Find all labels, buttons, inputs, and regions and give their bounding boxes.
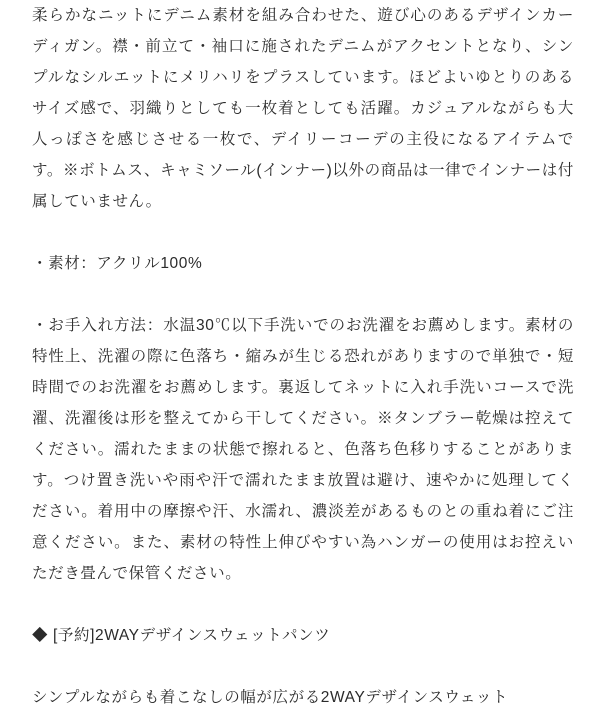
heading-next-product: ◆ [予約]2WAYデザインスウェットパンツ [32,627,331,644]
paragraph-spacer-4 [32,651,574,682]
paragraph-material: ・素材：アクリル100% [32,255,203,272]
paragraph-next-product-description: シンプルながらも着こなしの幅が広がる2WAYデザインスウェット [32,689,509,706]
paragraph-spacer-2 [32,279,574,310]
paragraph-spacer-3 [32,589,574,620]
paragraph-spacer-1 [32,217,574,248]
paragraph-care-instructions: ・お手入れ方法：水温30℃以下手洗いでのお洗濯をお薦めします。素材の特性上、洗濯の際に色落ち・縮みが生じる恐れがありますので単独で・短時間でのお洗濯をお薦めします。裏返してネットに入れ手洗いコースで洗濯、洗濯後は形を整えてから干してください。※タンブラー乾燥は控えてください。濡れたままの状態で擦れると、色落ち色移りすることがあります。つけ置き洗いや雨や汗で濡れたまま放置は避け、速やかに処理してください。着用中の摩擦や汗、水濡れ、濃淡差があるものとの重ね着にご注意ください。また、素材の特性上伸びやすい為ハンガーの使用はお控えいただき畳んで保管ください。 [32,317,574,582]
paragraph-product-description: 柔らかなニットにデニム素材を組み合わせた、遊び心のあるデザインカーディガン。襟・前立て・袖口に施されたデニムがアクセントとなり、シンプルなシルエットにメリハリをプラスしています。ほどよいゆとりのあるサイズ感で、羽織りとしても一枚着としても活躍。カジュアルながらも大人っぽさを感じさせる一枚で、デイリーコーデの主役になるアイテムです。※ボトムス、キャミソール(インナー)以外の商品は一律でインナーは付属していません。 [32,7,574,210]
